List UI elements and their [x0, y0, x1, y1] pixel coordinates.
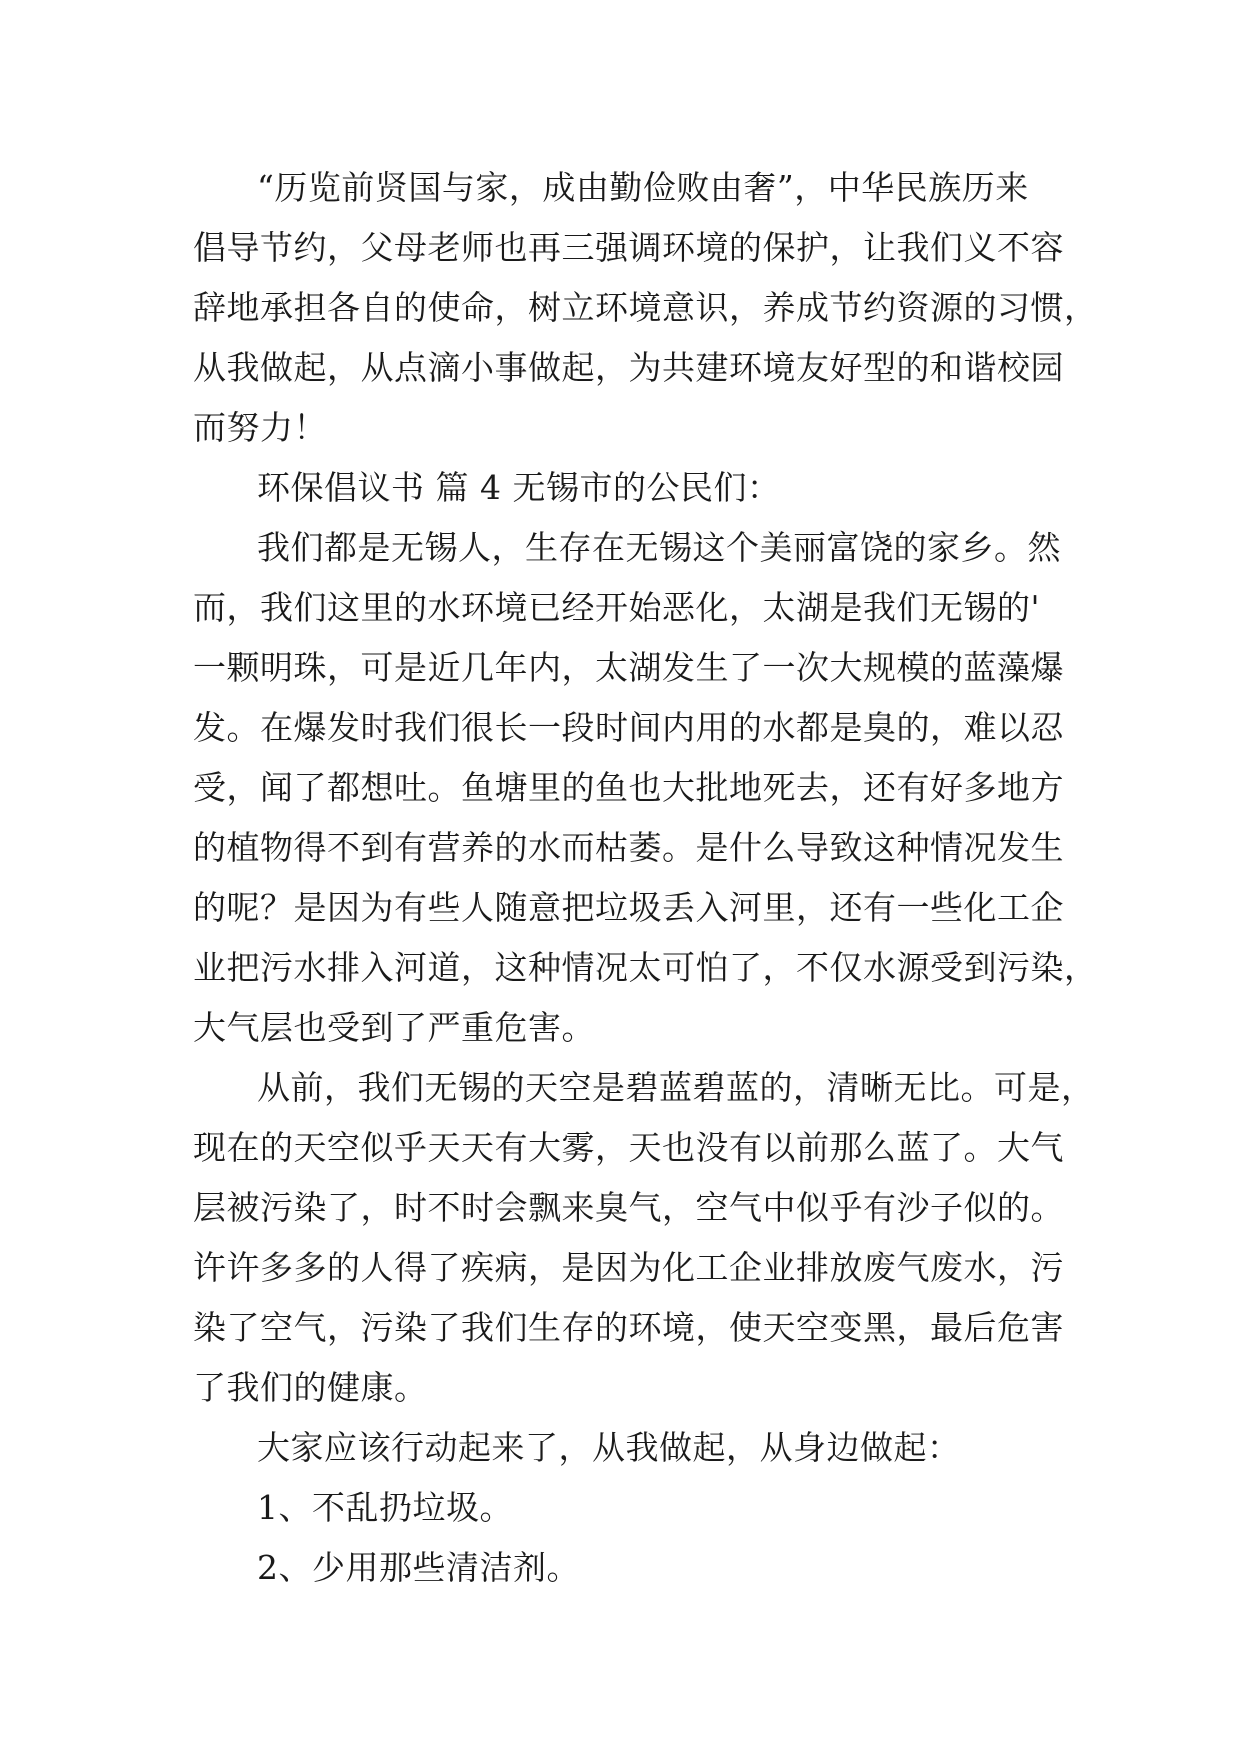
list-item: 1、不乱扔垃圾。	[257, 1488, 513, 1527]
text-line: 而努力！	[193, 408, 327, 447]
text-line: 的呢？是因为有些人随意把垃圾丢入河里，还有一些化工企	[193, 888, 1064, 927]
text-line: 现在的天空似乎天天有大雾，天也没有以前那么蓝了。大气	[193, 1128, 1064, 1167]
list-item: 2、少用那些清洁剂。	[257, 1548, 580, 1587]
text-line: 受，闻了都想吐。鱼塘里的鱼也大批地死去，还有好多地方	[193, 768, 1064, 807]
text-line: 倡导节约，父母老师也再三强调环境的保护，让我们义不容	[193, 228, 1064, 267]
text-line: 业把污水排入河道，这种情况太可怕了，不仅水源受到污染，	[193, 948, 1098, 987]
text-line: 染了空气，污染了我们生存的环境，使天空变黑，最后危害	[193, 1308, 1064, 1347]
text-line: 一颗明珠，可是近几年内，太湖发生了一次大规模的蓝藻爆	[193, 648, 1064, 687]
text-line: 的植物得不到有营养的水而枯萎。是什么导致这种情况发生	[193, 828, 1064, 867]
text-line: 层被污染了，时不时会飘来臭气，空气中似乎有沙子似的。	[193, 1188, 1064, 1227]
text-line: 大家应该行动起来了，从我做起，从身边做起：	[257, 1428, 961, 1467]
text-line: 而，我们这里的水环境已经开始恶化，太湖是我们无锡的'	[193, 588, 1041, 627]
section-heading: 环保倡议书 篇 4 无锡市的公民们：	[257, 468, 781, 507]
text-line: 辞地承担各自的使命，树立环境意识，养成节约资源的习惯，	[193, 288, 1098, 327]
text-line: 大气层也受到了严重危害。	[193, 1008, 595, 1047]
text-line: “历览前贤国与家，成由勤俭败由奢”，中华民族历来	[257, 168, 1029, 207]
text-line: 了我们的健康。	[193, 1368, 428, 1407]
document-body	[193, 158, 1098, 1598]
text-line: 从我做起，从点滴小事做起，为共建环境友好型的和谐校园	[193, 348, 1064, 387]
text-line: 发。在爆发时我们很长一段时间内用的水都是臭的，难以忍	[193, 708, 1064, 747]
text-line: 许许多多的人得了疾病，是因为化工企业排放废气废水，污	[193, 1248, 1064, 1287]
text-line: 我们都是无锡人，生存在无锡这个美丽富饶的家乡。然	[257, 528, 1061, 567]
text-line: 从前，我们无锡的天空是碧蓝碧蓝的，清晰无比。可是，	[257, 1068, 1095, 1107]
